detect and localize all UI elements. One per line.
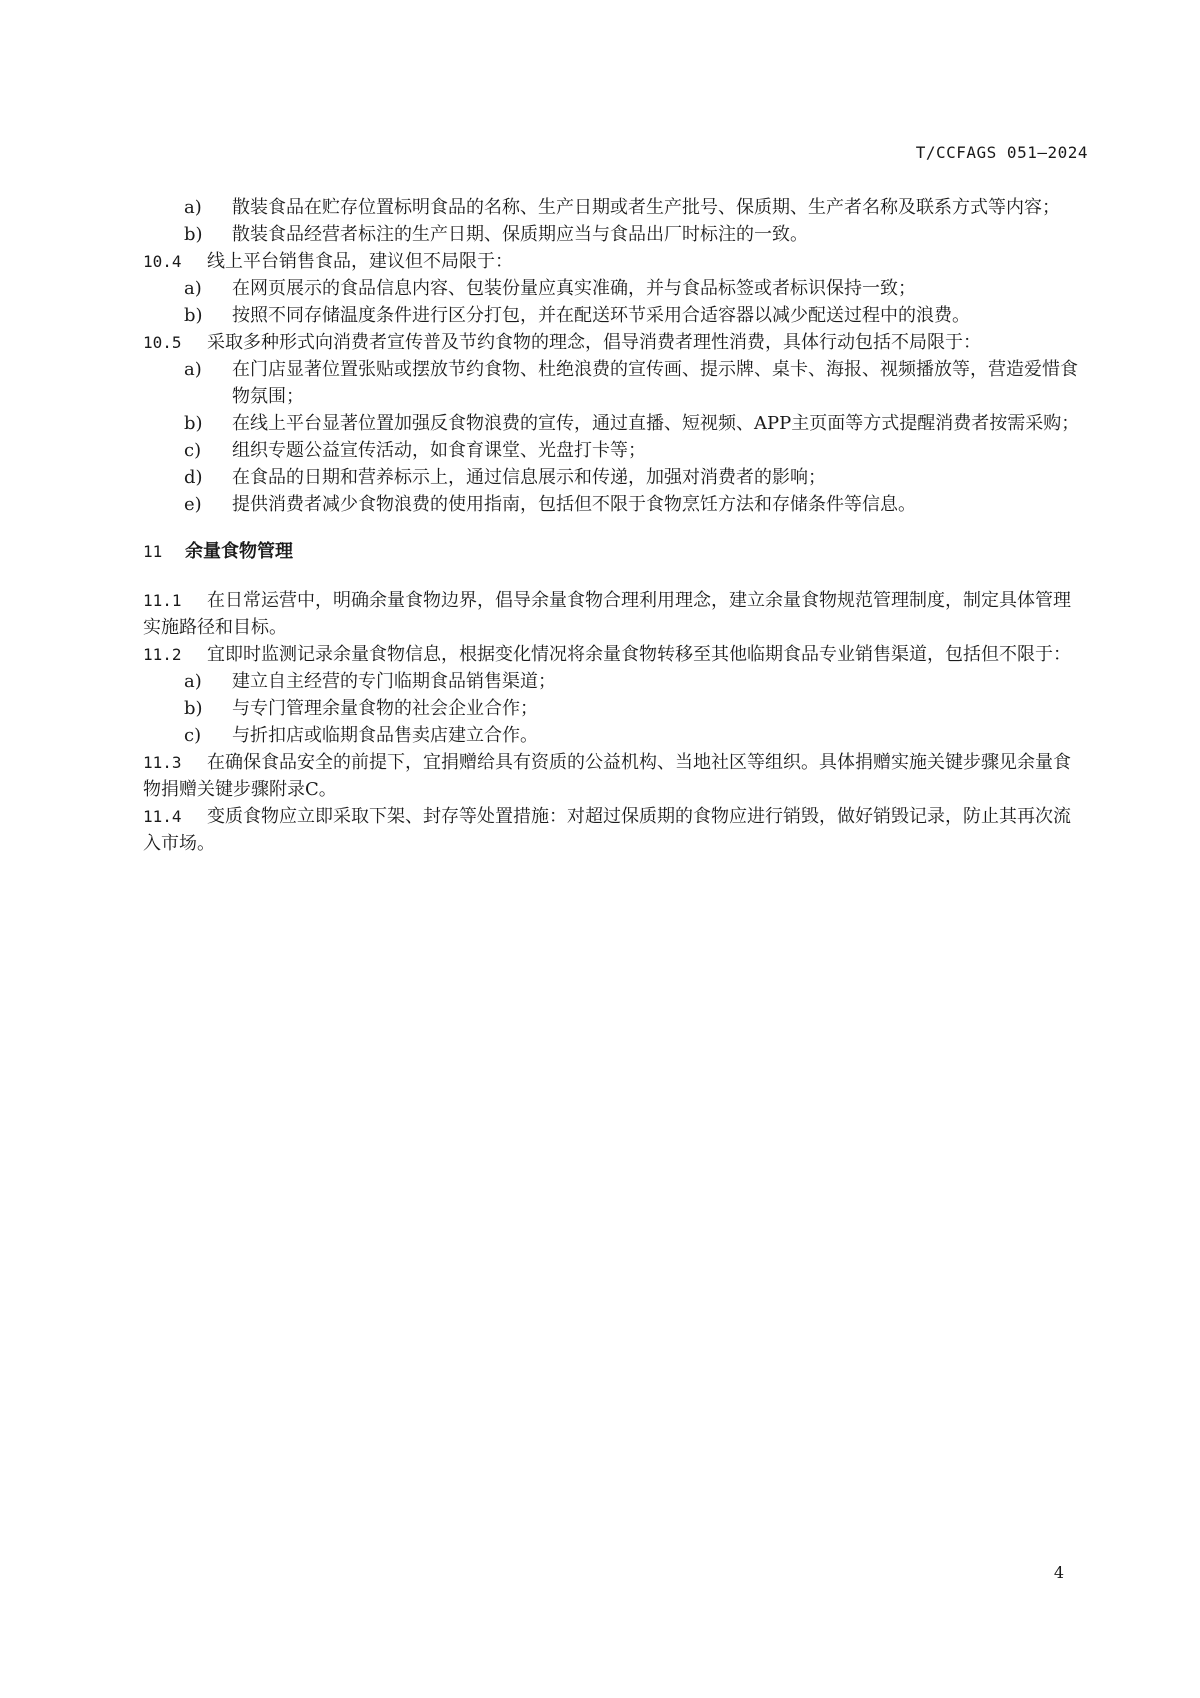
list-item-text: 与专门管理余量食物的社会企业合作； <box>232 698 538 719</box>
clause-number: 11.1 <box>143 591 182 610</box>
list-item <box>143 668 1087 695</box>
list-marker: a) <box>184 278 202 299</box>
section-number: 11 <box>143 542 163 561</box>
clause-text: 在日常运营中，明确余量食物边界，倡导余量食物合理利用理念，建立余量食物规范管理制度，制定具体管理实施路径和目标。 <box>143 590 1071 638</box>
list-item-text: 在食品的日期和营养标示上，通过信息展示和传递，加强对消费者的影响； <box>232 467 826 488</box>
clause-number: 11.3 <box>143 753 182 772</box>
list-marker: b) <box>184 413 203 434</box>
list-item-text: 在线上平台显著位置加强反食物浪费的宣传，通过直播、短视频、APP主页面等方式提醒消费者按需采购； <box>232 413 1080 434</box>
list-item-text: 建立自主经营的专门临期食品销售渠道； <box>232 671 556 692</box>
list-item <box>143 695 1087 722</box>
list-item <box>143 464 1087 491</box>
list-item-text: 与折扣店或临期食品售卖店建立合作。 <box>232 725 538 746</box>
list-item <box>143 302 1087 329</box>
list-item-text: 提供消费者减少食物浪费的使用指南，包括但不限于食物烹饪方法和存储条件等信息。 <box>232 494 916 515</box>
clause-text: 变质食物应立即采取下架、封存等处置措施：对超过保质期的食物应进行销毁，做好销毁记录，防止其再次流入市场。 <box>143 806 1071 854</box>
list-item <box>143 194 1087 221</box>
clause-number: 10.5 <box>143 333 182 352</box>
list-item-text: 散装食品在贮存位置标明食品的名称、生产日期或者生产批号、保质期、生产者名称及联系方式等内容； <box>232 197 1060 218</box>
list-marker: e) <box>184 494 202 515</box>
list-item <box>143 275 1087 302</box>
list-item-text: 在门店显著位置张贴或摆放节约食物、杜绝浪费的宣传画、提示牌、桌卡、海报、视频播放等，营造爱惜食物氛围； <box>232 359 1078 407</box>
clause-number: 11.2 <box>143 645 182 664</box>
clause-number: 11.4 <box>143 807 182 826</box>
clause-11-3 <box>143 749 1087 803</box>
clause-text: 线上平台销售食品，建议但不局限于： <box>207 251 513 272</box>
list-marker: c) <box>184 440 202 461</box>
list-marker: c) <box>184 725 202 746</box>
clause-text: 采取多种形式向消费者宣传普及节约食物的理念，倡导消费者理性消费，具体行动包括不局限于： <box>207 332 981 353</box>
list-marker: b) <box>184 698 203 719</box>
list-marker: b) <box>184 224 203 245</box>
section-heading <box>143 538 1087 565</box>
list-item <box>143 437 1087 464</box>
list-marker: b) <box>184 305 203 326</box>
section-title: 余量食物管理 <box>185 541 293 562</box>
clause-text: 在确保食品安全的前提下，宜捐赠给具有资质的公益机构、当地社区等组织。具体捐赠实施关键步骤见余量食物捐赠关键步骤附录C。 <box>143 752 1071 800</box>
list-item-text: 散装食品经营者标注的生产日期、保质期应当与食品出厂时标注的一致。 <box>232 224 808 245</box>
clause-10-4 <box>143 248 1087 275</box>
list-item <box>143 221 1087 248</box>
page-number: 4 <box>1053 1563 1064 1582</box>
list-marker: a) <box>184 671 202 692</box>
document-code: T/CCFAGS 051—2024 <box>915 143 1088 162</box>
document-body <box>143 194 1087 857</box>
clause-11-1 <box>143 587 1087 641</box>
list-item-text: 在网页展示的食品信息内容、包装份量应真实准确，并与食品标签或者标识保持一致； <box>232 278 916 299</box>
clause-11-2 <box>143 641 1087 668</box>
list-item-text: 组织专题公益宣传活动，如食育课堂、光盘打卡等； <box>232 440 646 461</box>
list-marker: a) <box>184 359 202 380</box>
list-marker: a) <box>184 197 202 218</box>
list-item <box>143 356 1087 410</box>
list-item <box>143 722 1087 749</box>
list-item-text: 按照不同存储温度条件进行区分打包，并在配送环节采用合适容器以减少配送过程中的浪费。 <box>232 305 970 326</box>
clause-text: 宜即时监测记录余量食物信息，根据变化情况将余量食物转移至其他临期食品专业销售渠道，包括但不限于： <box>207 644 1071 665</box>
list-item <box>143 491 1087 518</box>
list-item <box>143 410 1087 437</box>
list-marker: d) <box>184 467 203 488</box>
clause-number: 10.4 <box>143 252 182 271</box>
clause-11-4 <box>143 803 1087 857</box>
clause-10-5 <box>143 329 1087 356</box>
